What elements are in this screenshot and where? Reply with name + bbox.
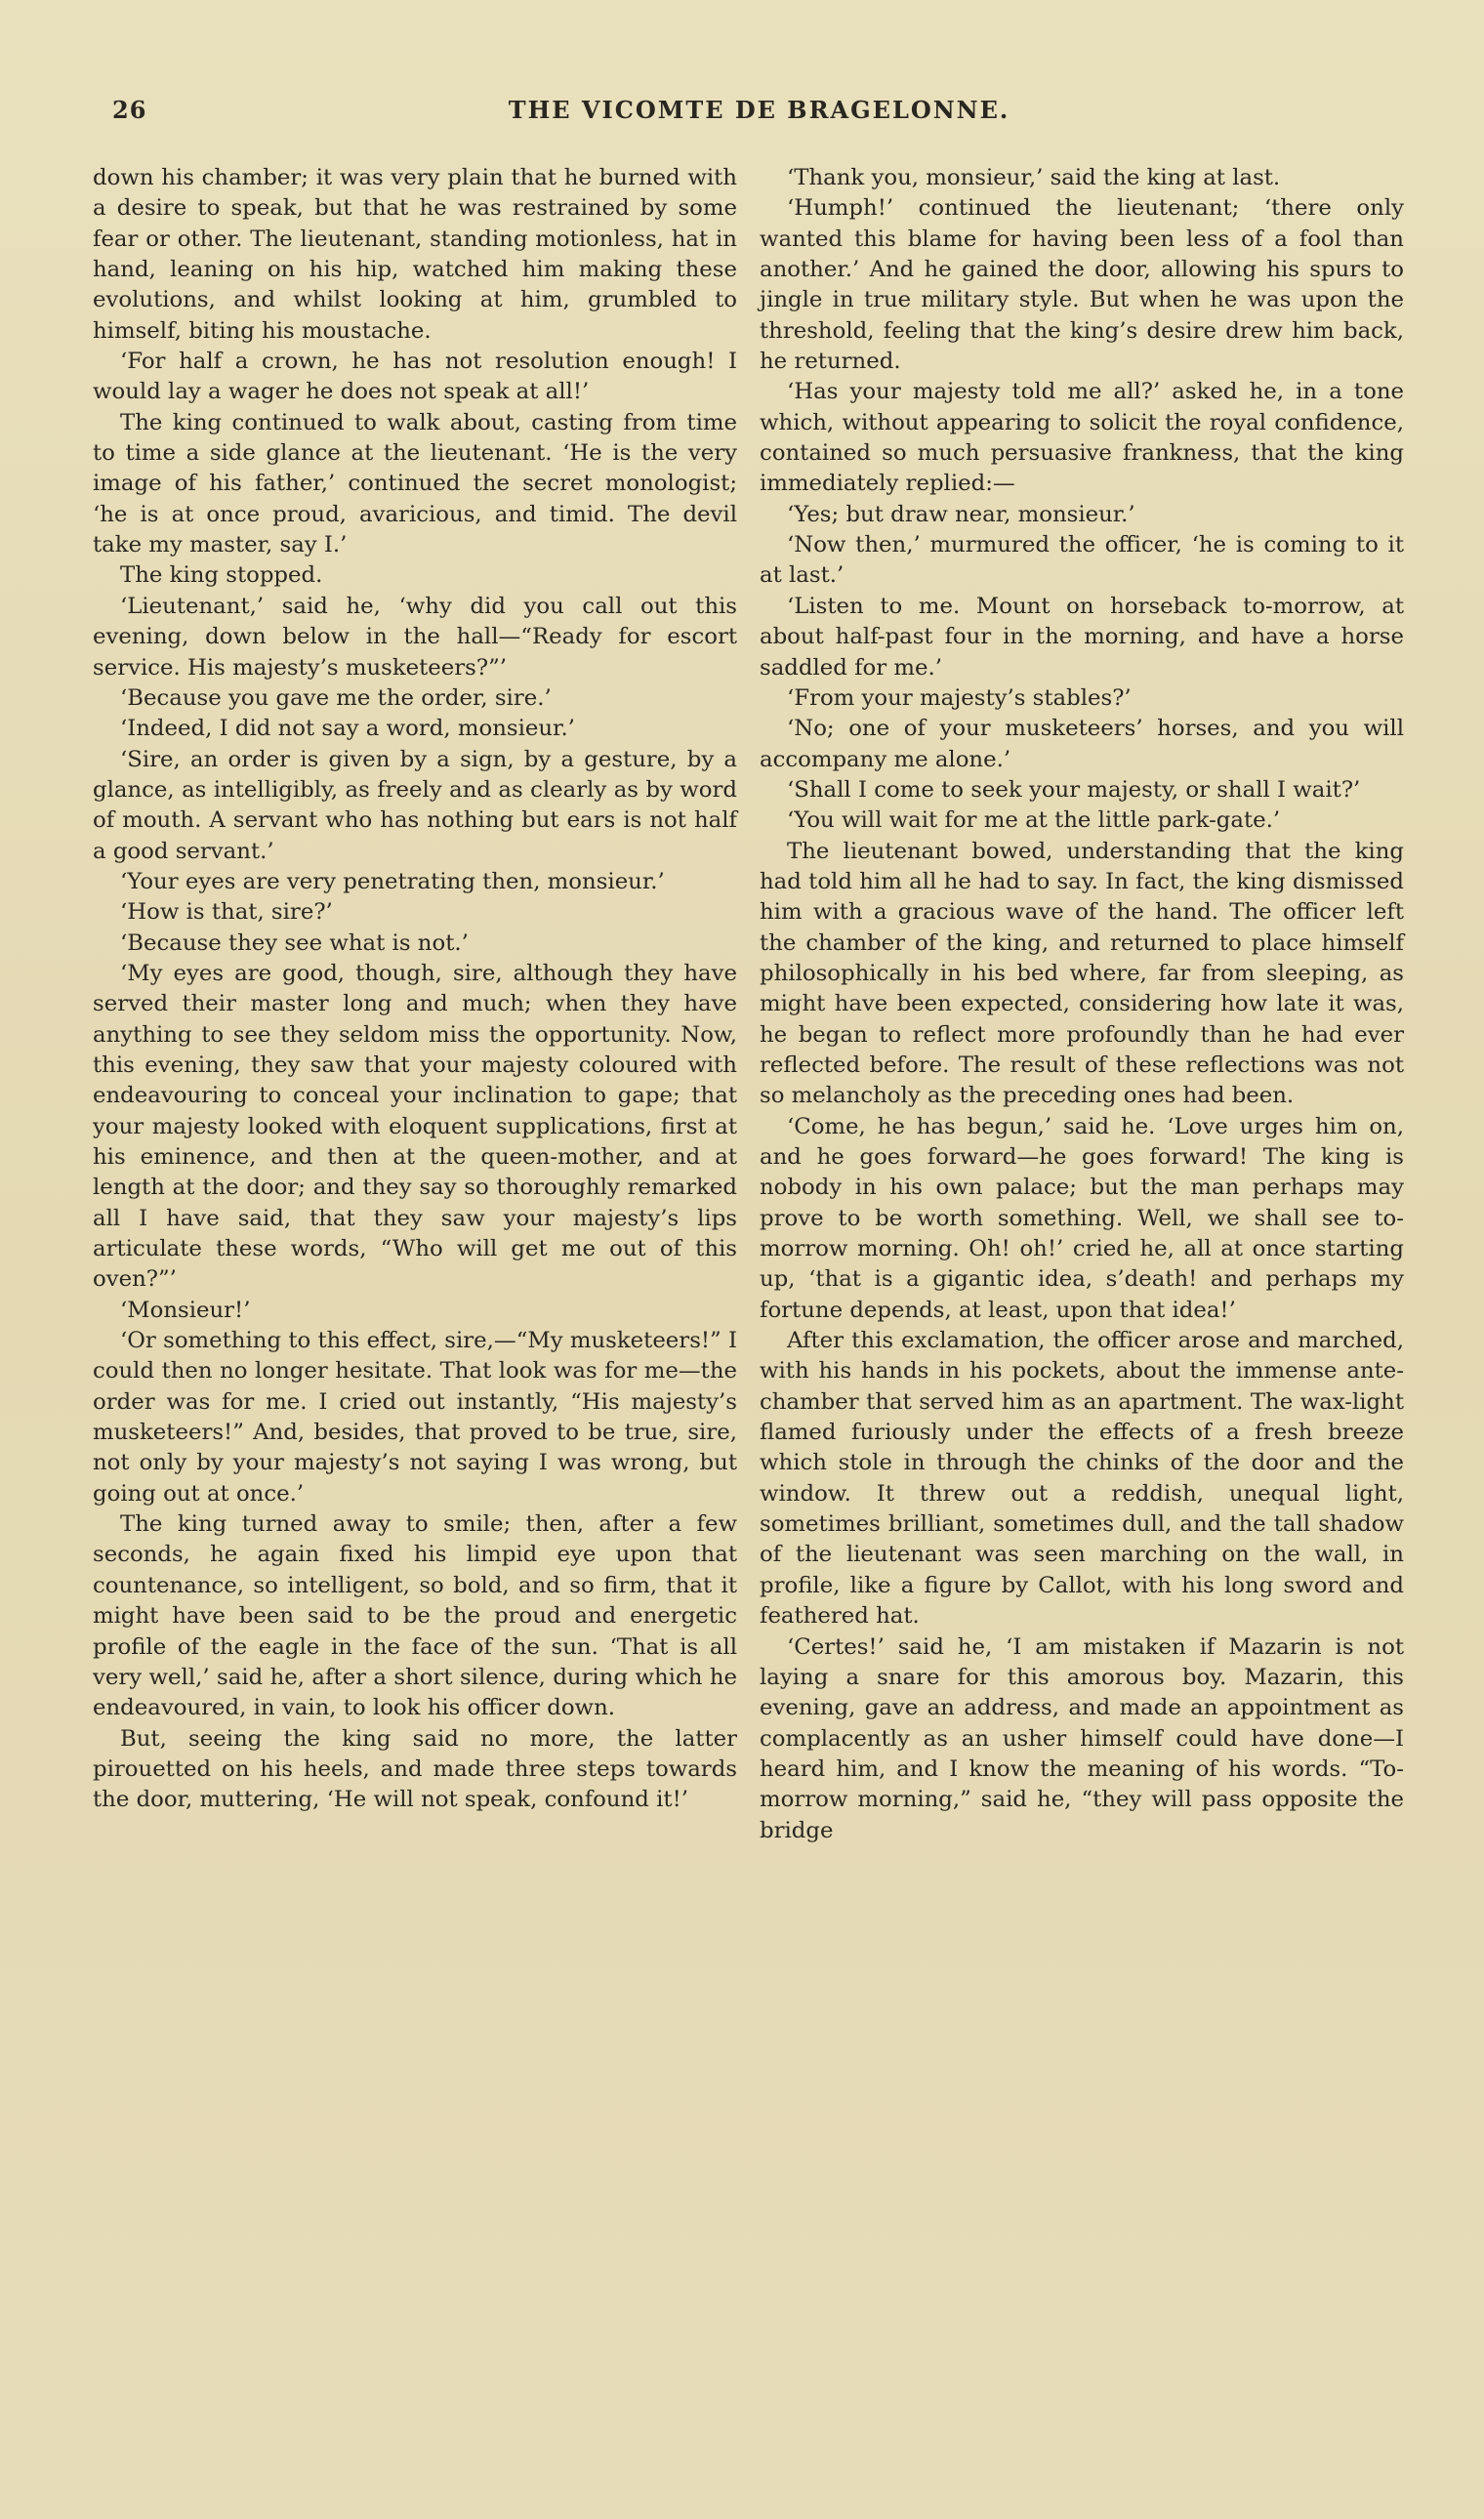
paragraph: ‘From your majesty’s stables?’: [787, 684, 1132, 711]
paragraph: ‘Come, he has begun,’ said he. ‘Love urges him on, and he goes forward—he goes forward! The king is nobody in his own palace; but the man perhaps may prove to be worth something. Well, we shall see to-morrow morning. Oh! oh!’ cried he, all at once starting up, ‘that is a gigantic idea, s’death! and perhaps my fortune depends, at least, upon that idea!’: [760, 1113, 1404, 1323]
paragraph: ‘Indeed, I did not say a word, monsieur.’: [120, 716, 575, 742]
paragraph: ‘Monsieur!’: [120, 1297, 251, 1323]
paragraph: ‘Your eyes are very penetrating then, monsieur.’: [120, 868, 665, 894]
paragraph: ‘How is that, sire?’: [120, 899, 333, 926]
paragraph: ‘Has your majesty told me all?’ asked he, in a tone which, without appearing to solicit the royal confidence, contained so much persuasive frankness, that the king immediately replied:—: [760, 379, 1404, 497]
paragraph: ‘Listen to me. Mount on horseback to-morrow, at about half-past four in the morning, and have a horse saddled for me.’: [760, 593, 1404, 681]
left-column: [93, 163, 737, 1816]
paragraph: ‘Because they see what is not.’: [120, 929, 469, 956]
paragraph: The king continued to walk about, casting from time to time a side glance at the lieutenant. ‘He is the very image of his father,’ continued the secret monologist; ‘he is at once proud, avaricious, and timid. The devil take my master, say I.’: [93, 409, 737, 558]
paragraph: down his chamber; it was very plain that he burned with a desire to speak, but that he was restrained by some fear or other. The lieutenant, standing motionless, hat in hand, leaning on his hip, watched him making these evolutions, and whilst looking at him, grumbled to himself, biting his moustache.: [93, 165, 737, 344]
paragraph: ‘No; one of your musketeers’ horses, and you will accompany me alone.’: [760, 716, 1404, 772]
paragraph: But, seeing the king said no more, the latter pirouetted on his heels, and made three steps towards the door, muttering, ‘He will not speak, confound it!’: [93, 1725, 737, 1813]
paragraph: ‘Lieutenant,’ said he, ‘why did you call out this evening, down below in the hall—“Ready for escort service. His majesty’s musketeers?”’: [93, 593, 737, 681]
paragraph: ‘Yes; but draw near, monsieur.’: [787, 501, 1135, 527]
paragraph: ‘Humph!’ continued the lieutenant; ‘there only wanted this blame for having been less of a fool than another.’ And he gained the door, allowing his spurs to jingle in true military style. But when he was upon the threshold, feeling that the king’s desire drew him back, he returned.: [760, 195, 1404, 375]
paragraph: ‘Thank you, monsieur,’ said the king at last.: [787, 165, 1281, 190]
running-title: THE VICOMTE DE BRAGELONNE.: [508, 96, 1010, 124]
paragraph: After this exclamation, the officer arose and marched, with his hands in his pockets, about the immense ante-chamber that served him as an apartment. The wax-light flamed furiously under the effects of a fresh breeze which stole in through the chinks of the door and the window. It threw out a reddish, unequal light, sometimes brilliant, sometimes dull, and the tall shadow of the lieutenant was seen marching on the wall, in profile, like a figure by Callot, with his long sword and feathered hat.: [760, 1328, 1404, 1630]
paragraph: ‘Sire, an order is given by a sign, by a gesture, by a glance, as intelligibly, as freely and as clearly as by word of mouth. A servant who has nothing but ears is not half a good servant.’: [93, 746, 737, 864]
paragraph: ‘You will wait for me at the little park-gate.’: [787, 807, 1281, 834]
paragraph: ‘For half a crown, he has not resolution enough! I would lay a wager he does not speak at all!’: [93, 349, 737, 405]
paragraph: ‘Because you gave me the order, sire.’: [120, 684, 552, 711]
paragraph: ‘Shall I come to seek your majesty, or shall I wait?’: [787, 776, 1361, 803]
paragraph: ‘Certes!’ said he, ‘I am mistaken if Mazarin is not laying a snare for this amorous boy. Mazarin, this evening, gave an address, and made an appointment as complacently as an usher himself could have done—I heard him, and I know the meaning of his words. “To-morrow morning,” said he, “they will pass opposite the bridge: [760, 1633, 1404, 1843]
paragraph: ‘Now then,’ murmured the officer, ‘he is coming to it at last.’: [760, 532, 1404, 589]
page-number: 26: [112, 96, 147, 124]
paragraph: The lieutenant bowed, understanding that the king had told him all he had to say. In fact, the king dismissed him with a gracious wave of the hand. The officer left the chamber of the king, and returned to place himself philosophically in his bed where, far from sleeping, as might have been expected, considering how late it was, he began to reflect more profoundly than he had ever reflected before. The result of these reflections was not so melancholy as the preceding ones had been.: [760, 838, 1404, 1109]
paragraph: The king turned away to smile; then, after a few seconds, he again fixed his limpid eye upon that countenance, so intelligent, so bold, and so firm, that it might have been said to be the proud and energetic profile of the eagle in the face of the sun. ‘That is all very well,’ said he, after a short silence, during which he endeavoured, in vain, to look his officer down.: [93, 1511, 737, 1721]
page-header: [93, 96, 1425, 135]
right-column: [760, 163, 1404, 1846]
paragraph: The king stopped.: [120, 562, 323, 589]
paragraph: ‘My eyes are good, though, sire, although they have served their master long and much; when they have anything to see they seldom miss the opportunity. Now, this evening, they saw that your majesty coloured with endeavouring to conceal your inclination to gape; that your majesty looked with eloquent supplications, first at his eminence, and then at the queen-mother, and at length at the door; and they say so thoroughly remarked all I have said, that they saw your majesty’s lips articulate these words, “Who will get me out of this oven?”’: [93, 960, 737, 1293]
paragraph: ‘Or something to this effect, sire,—“My musketeers!” I could then no longer hesitate. That look was for me—the order was for me. I cried out instantly, “His majesty’s musketeers!” And, besides, that proved to be true, sire, not only by your majesty’s not saying I was wrong, but going out at once.’: [93, 1328, 737, 1507]
